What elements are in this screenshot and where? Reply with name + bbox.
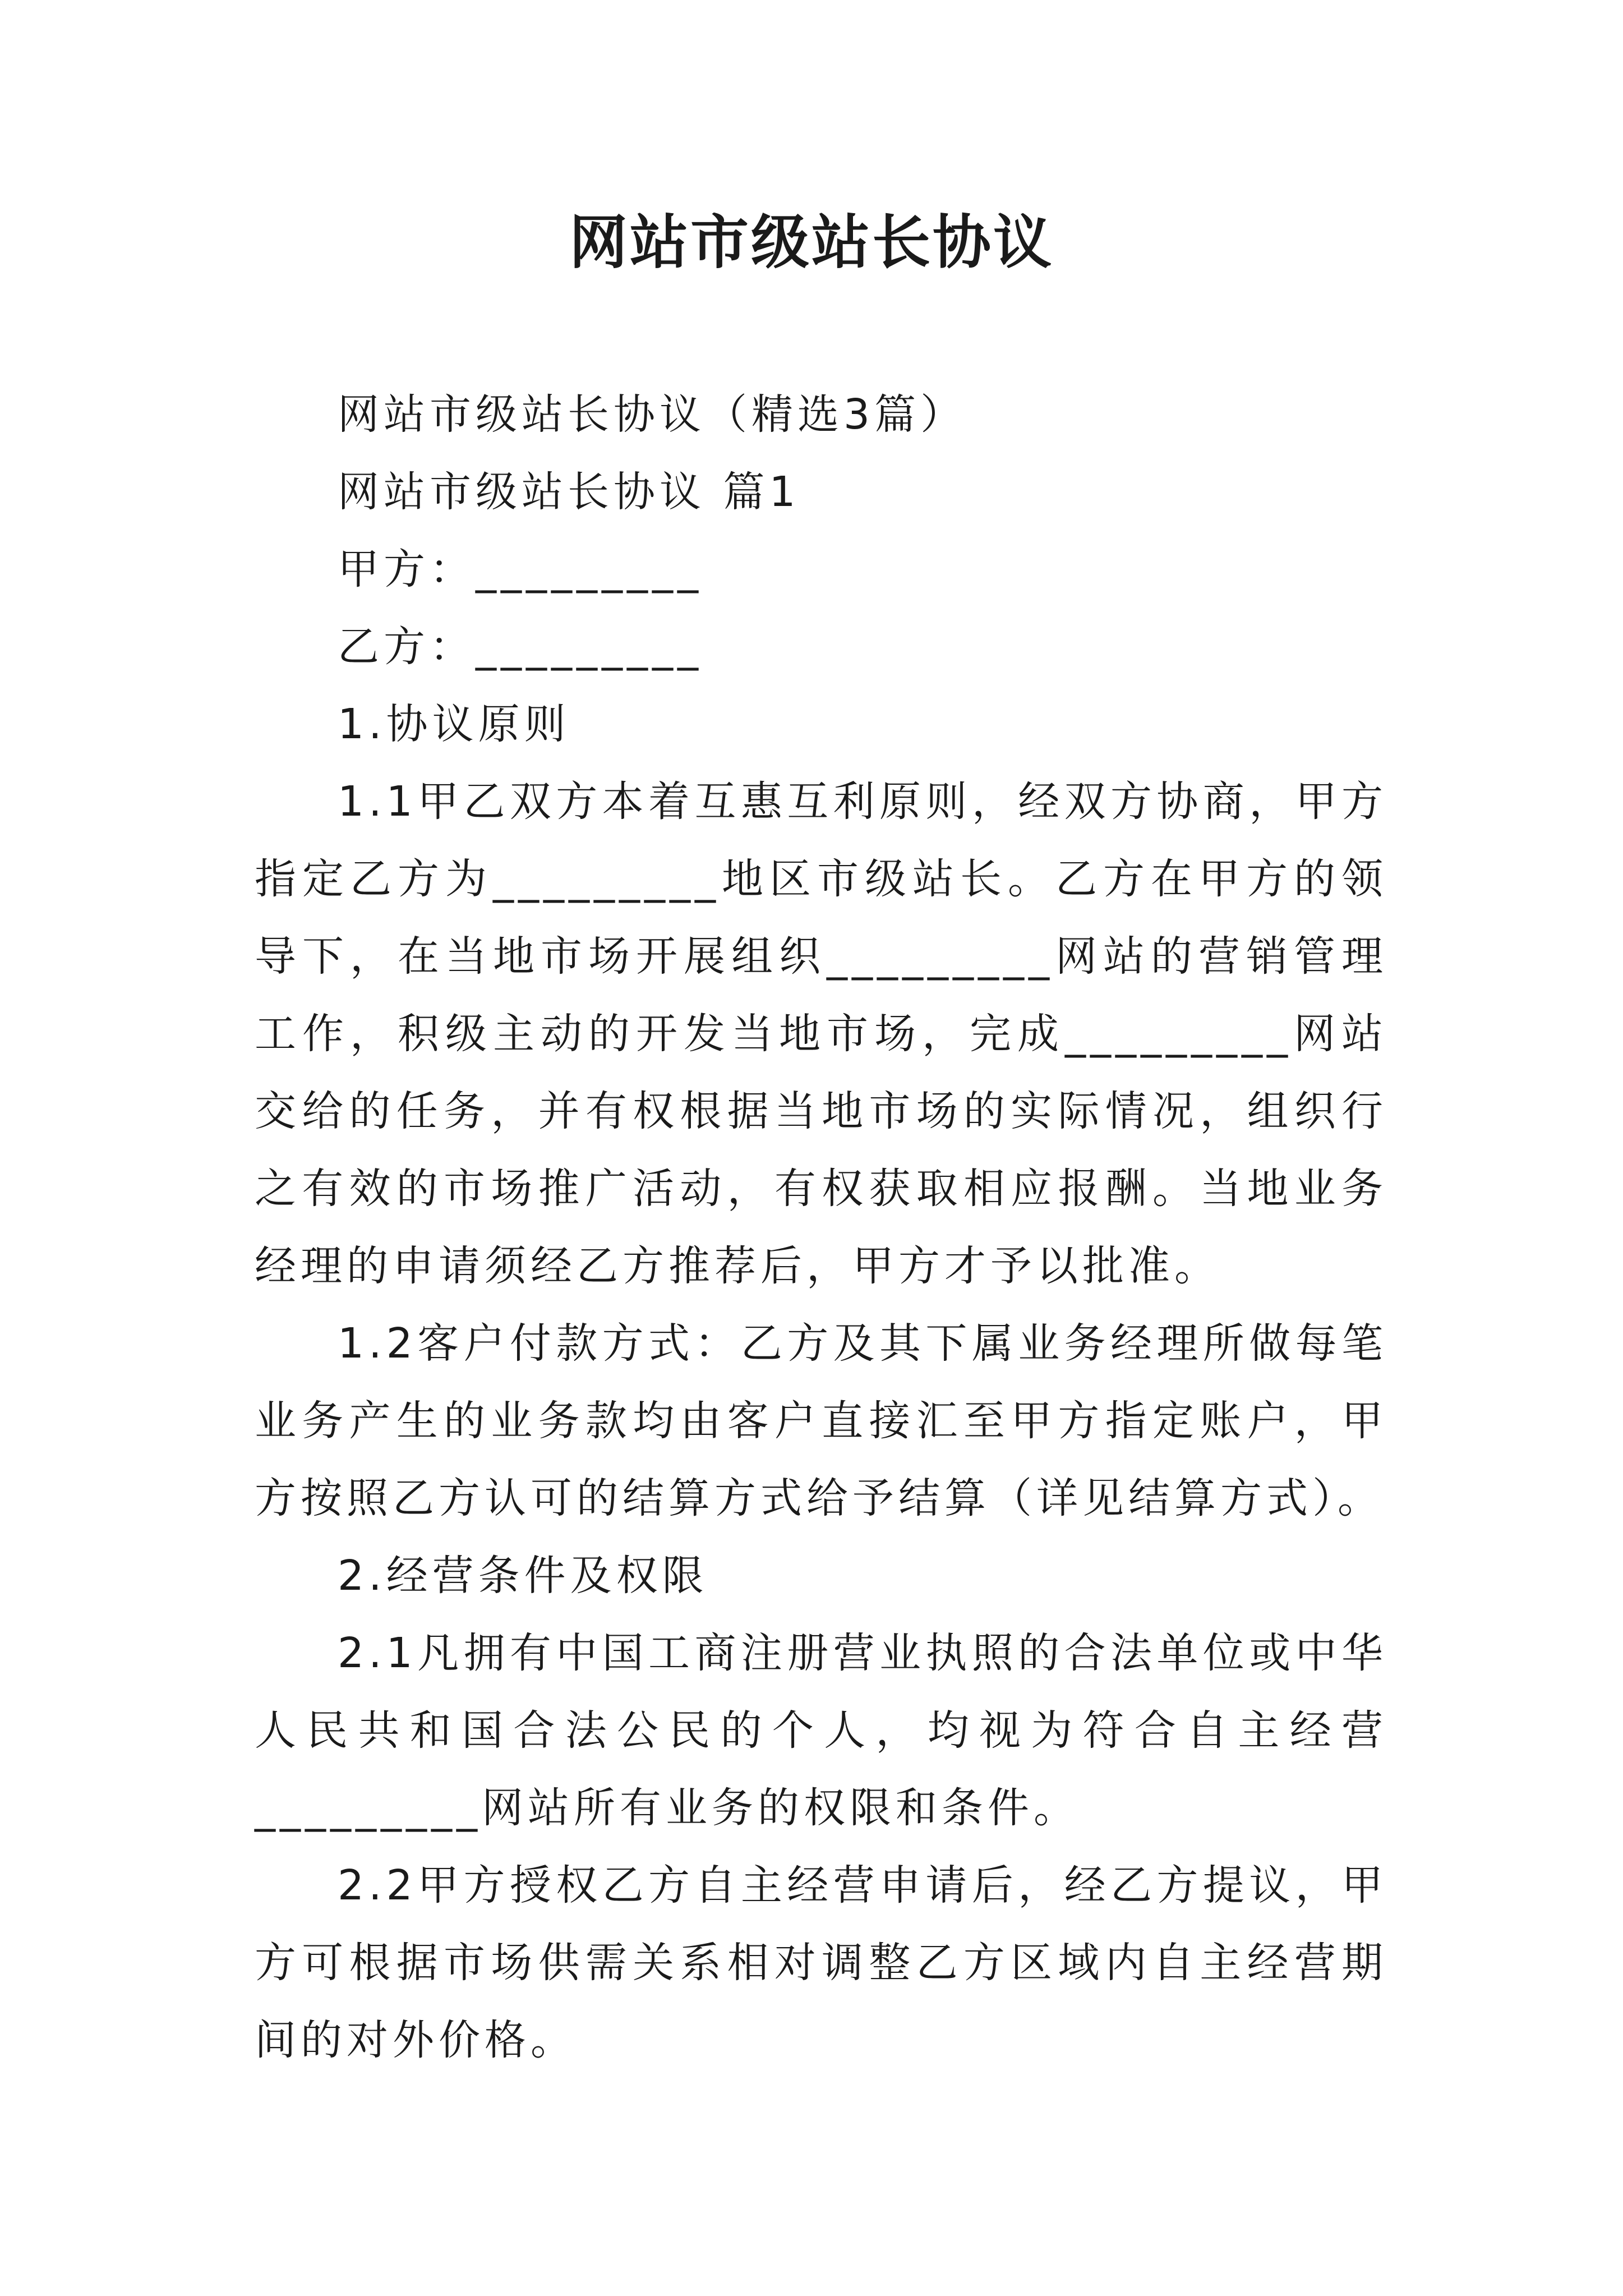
paragraph-clause-2-1: 2.1凡拥有中国工商注册营业执照的合法单位或中华人民共和国合法公民的个人，均视为符合自主经营_________网站所有业务的权限和条件。 xyxy=(255,1629,1387,1832)
document-title: 网站市级站长协议 xyxy=(569,208,1054,277)
paragraph-subtitle: 网站市级站长协议（精选3篇） xyxy=(338,390,967,439)
paragraph-clause-1-2: 1.2客户付款方式：乙方及其下属业务经理所做每笔业务产生的业务款均由客户直接汇至甲方指定账户，甲方按照乙方认可的结算方式给予结算（详见结算方式）。 xyxy=(255,1319,1387,1522)
paragraph-clause-1: 1.协议原则 xyxy=(338,700,570,748)
paragraph-clause-1-1: 1.1甲乙双方本着互惠互利原则，经双方协商，甲方指定乙方为_________地区市级站长。乙方在甲方的领导下，在当地市场开展组织_________网站的营销管理工作，积级主动的开发当地市场，完成_________网站交给的任务，并有权根据当地市场的实际情况，组织行之有效的市场推广活动，有权获取相应报酬。当地业务经理的申请须经乙方推荐后，甲方才予以批准。 xyxy=(255,777,1387,1290)
paragraph-clause-2-2: 2.2甲方授权乙方自主经营申请后，经乙方提议，甲方可根据市场供需关系相对调整乙方区域内自主经营期间的对外价格。 xyxy=(255,1861,1387,2064)
paragraph-section-heading: 网站市级站长协议 篇1 xyxy=(338,468,800,516)
document-body xyxy=(255,376,1387,2079)
paragraph-clause-2: 2.经营条件及权限 xyxy=(338,1552,708,1600)
paragraph-party-b: 乙方：_________ xyxy=(338,623,703,671)
paragraph-party-a: 甲方：_________ xyxy=(338,545,703,593)
